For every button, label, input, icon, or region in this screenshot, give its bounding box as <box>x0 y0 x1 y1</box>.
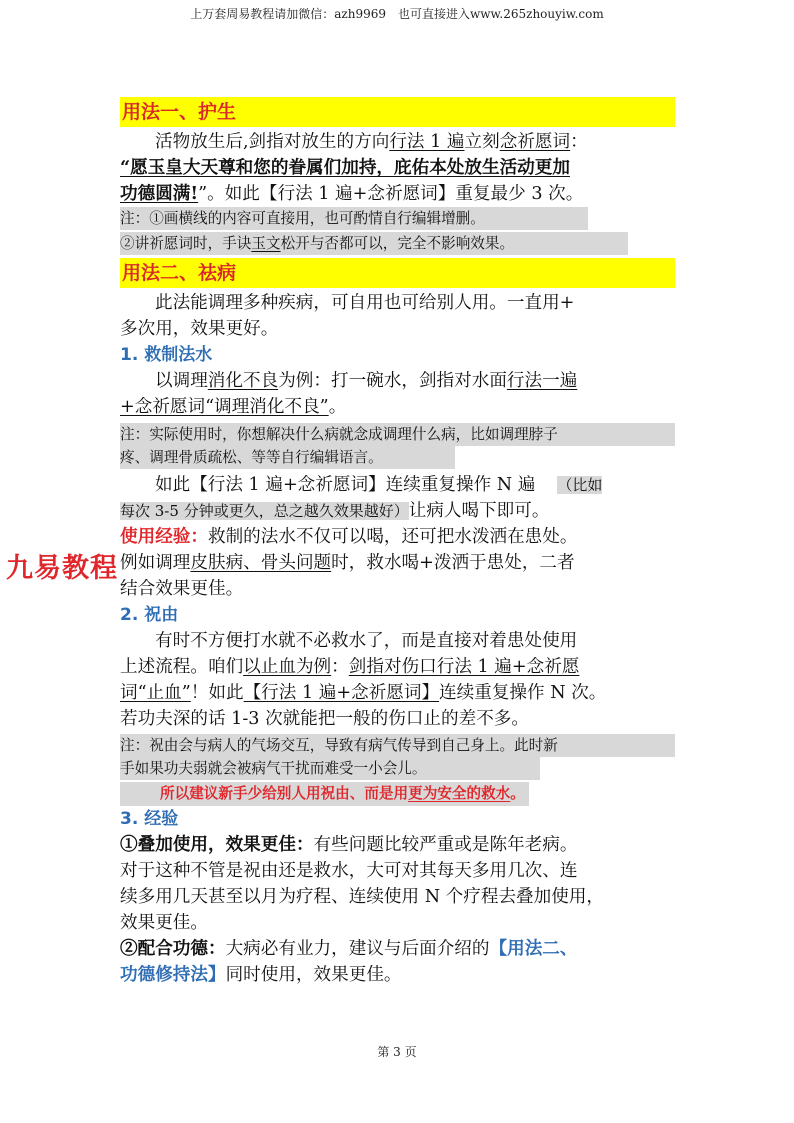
paragraph-line: ①叠加使用，效果更佳：有些问题比较严重或是陈年老病。 <box>120 834 578 855</box>
paragraph-line: 例如调理皮肤病、骨头问题时，救水喝+泼洒于患处，二者 <box>120 553 575 573</box>
watermark-logo: 九易教程 <box>6 553 118 584</box>
paragraph-line: 效果更佳。 <box>120 913 208 933</box>
document-body <box>120 95 675 988</box>
paragraph-line: 以调理消化不良为例：打一碗水，剑指对水面行法一遍 <box>155 371 578 391</box>
paragraph-line: ②配合功德：大病必有业力，建议与后面介绍的【用法二、 <box>120 938 578 959</box>
subsection-title: 2. 祝由 <box>120 605 179 625</box>
paragraph-line: 有时不方便打水就不必救水了，而是直接对着患处使用 <box>155 631 578 651</box>
paragraph-line: 活物放生后,剑指对放生的方向行法 1 遍立刻念祈愿词： <box>155 132 588 152</box>
note-line: ②讲祈愿词时，手诀玉文松开与否都可以，完全不影响效果。 <box>120 232 628 255</box>
note-line: 注：①画横线的内容可直接用，也可酌情自行编辑增删。 <box>120 207 588 230</box>
page-number: 第 3 页 <box>377 1045 417 1059</box>
note-line: 注：实际使用时，你想解决什么病就念成调理什么病，比如调理脖子 <box>120 423 675 446</box>
warning-line: 所以建议新手少给别人用祝由、而是用更为安全的救水。 <box>120 782 529 806</box>
paragraph-line: 功德圆满!”。如此【行法 1 遍+念祈愿词】重复最少 3 次。 <box>120 183 584 204</box>
subsection-title: 3. 经验 <box>120 809 179 829</box>
note-line: 疼、调理骨质疏松、等等自行编辑语言。 <box>120 446 455 469</box>
paragraph-line: 多次用，效果更好。 <box>120 319 279 339</box>
paragraph-line: 功德修持法】同时使用，效果更佳。 <box>120 964 402 985</box>
paragraph-line: 此法能调理多种疾病，可自用也可给别人用。一直用+ <box>155 293 575 313</box>
note-line: 注：祝由会与病人的气场交互，导致有病气传导到自己身上。此时新 <box>120 734 675 757</box>
section-title-protect: 用法一、护生 <box>120 97 675 127</box>
paragraph-line: 如此【行法 1 遍+念祈愿词】连续重复操作 N 遍 （比如 <box>155 475 603 495</box>
section-title-heal: 用法二、祛病 <box>120 258 675 288</box>
paragraph-line: 词“止血”！如此【行法 1 遍+念祈愿词】连续重复操作 N 次。 <box>120 683 607 703</box>
paragraph-line: 若功夫深的话 1-3 次就能把一般的伤口止的差不多。 <box>120 709 529 729</box>
page-header: 上万套周易教程请加微信：azh9969 也可直接进入www.265zhouyiw.com <box>190 7 604 21</box>
prayer-text: “愿玉皇大天尊和您的眷属们加持，庇佑本处放生活动更加 <box>120 157 570 178</box>
paragraph-line: 每次 3-5 分钟或更久，总之越久效果越好）让病人喝下即可。 <box>120 501 550 521</box>
note-line: 手如果功夫弱就会被病气干扰而难受一小会儿。 <box>120 757 540 780</box>
paragraph-line: 结合效果更佳。 <box>120 579 244 599</box>
paragraph-line: 使用经验：救制的法水不仅可以喝，还可把水泼洒在患处。 <box>120 526 578 547</box>
subsection-title: 1. 救制法水 <box>120 345 213 365</box>
paragraph-line: 续多用几天甚至以月为疗程、连续使用 N 个疗程去叠加使用， <box>120 887 605 907</box>
paragraph-line: 上述流程。咱们以止血为例：剑指对伤口行法 1 遍+念祈愿 <box>120 657 580 677</box>
paragraph-line: +念祈愿词“调理消化不良”。 <box>120 397 347 417</box>
paragraph-line: 对于这种不管是祝由还是救水，大可对其每天多用几次、连 <box>120 861 578 881</box>
